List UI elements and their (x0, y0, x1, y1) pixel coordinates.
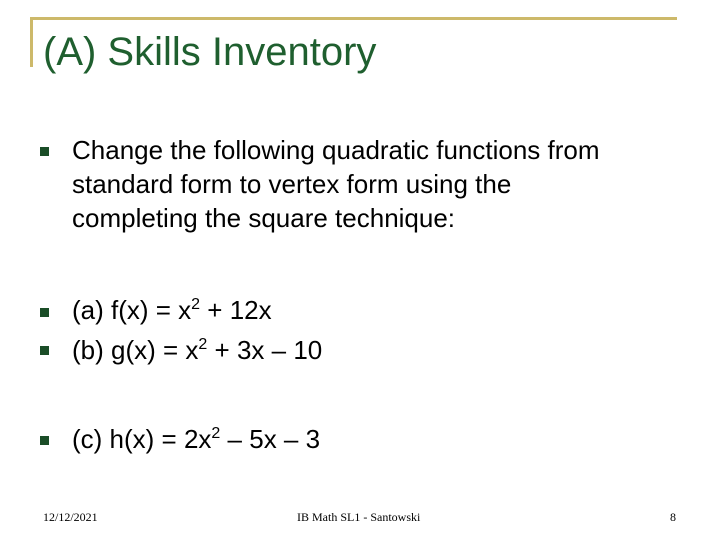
frame-top-border (30, 17, 677, 20)
footer-date: 12/12/2021 (43, 510, 98, 524)
bullet-intro (40, 147, 49, 156)
problem-b-exponent: 2 (198, 336, 208, 353)
bullet-problem-c (40, 436, 49, 445)
problem-c-prefix: (c) h(x) = 2x (72, 424, 212, 454)
intro-line-1: Change the following quadratic functions from (72, 135, 600, 165)
frame-left-border (30, 17, 33, 67)
problem-a (72, 294, 272, 331)
footer-page-number: 8 (670, 510, 676, 524)
problem-c (72, 423, 320, 460)
slide-title: (A) Skills Inventory (43, 30, 377, 74)
problem-a-suffix: + 12x (200, 295, 272, 325)
problem-c-exponent: 2 (211, 425, 221, 442)
intro-line-3: completing the square technique: (72, 203, 456, 233)
problem-b-suffix: + 3x – 10 (207, 335, 323, 365)
bullet-problem-b (40, 346, 49, 355)
intro-line-2: standard form to vertex form using the (72, 169, 512, 199)
problem-c-suffix: – 5x – 3 (220, 424, 321, 454)
problem-b-prefix: (b) g(x) = x (72, 335, 199, 365)
problem-a-prefix: (a) f(x) = x (72, 295, 192, 325)
problem-b (72, 334, 322, 371)
bullet-problem-a (40, 308, 49, 317)
footer-course: IB Math SL1 - Santowski (297, 510, 421, 524)
problem-a-exponent: 2 (191, 296, 201, 313)
